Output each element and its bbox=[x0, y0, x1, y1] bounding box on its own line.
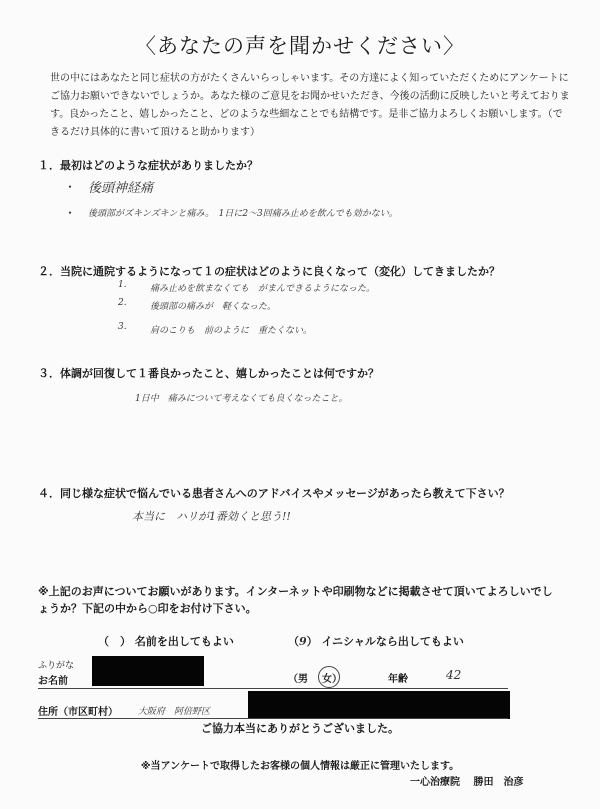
publication-notice: ※上記のお声についてお願いがあります。インターネットや印刷物などに掲載させて頂いてよろしいでしょうか？下記の中から○印をお付け下さい。 bbox=[38, 585, 553, 615]
clinic-name: 一心治療院 bbox=[410, 777, 460, 788]
consent-option-initials[interactable] bbox=[288, 633, 464, 649]
gender-female-label: 女） bbox=[322, 674, 342, 685]
question-1: １．最初はどのような症状がありましたか？ bbox=[38, 159, 258, 172]
redacted-name bbox=[92, 656, 204, 686]
answer-1-b: 後頭部がズキンズキンと痛み。 1日に2〜3回痛み止めを飲んでも効かない。 bbox=[88, 209, 398, 219]
clinic-person: 勝田 治彦 bbox=[473, 777, 524, 788]
age-label: 年齢 bbox=[388, 674, 408, 685]
bullet-mark: ・ bbox=[64, 180, 77, 194]
answer-2-b: 後頭部の痛みが 軽くなった。 bbox=[150, 302, 277, 312]
item-number: 2. bbox=[118, 298, 127, 308]
consent-box-name: （ ） bbox=[98, 635, 131, 648]
item-number: 3. bbox=[118, 322, 127, 332]
answer-1-a: 後頭神経痛 bbox=[88, 181, 154, 196]
clinic-signature bbox=[410, 773, 523, 788]
answer-2-a: 痛み止めを飲まなくても がまんできるようになった。 bbox=[150, 284, 376, 294]
answer-4: 本当に ハリが1番効くと思う!! bbox=[132, 510, 291, 523]
thanks-message: ご協力本当にありがとうございました。 bbox=[201, 722, 399, 735]
consent-box-initials: （9） bbox=[288, 635, 318, 648]
bullet-mark: ・ bbox=[64, 206, 77, 220]
question-4: ４．同じ様な症状で悩んでいる患者さんへのアドバイスやメッセージがあったら教えて下さい？ bbox=[38, 487, 510, 500]
privacy-note: ※当アンケートで取得したお客様の個人情報は厳正に管理いたします。 bbox=[140, 761, 460, 772]
address-underline bbox=[38, 718, 508, 719]
address-label: 住所（市区町村） bbox=[38, 707, 118, 718]
gender-male-label: （男 bbox=[288, 674, 308, 685]
question-2: ２．当院に通院するようになって１の症状はどのように良くなって（変化）してきましたか？ bbox=[38, 265, 500, 278]
redacted-address bbox=[248, 691, 510, 719]
answer-3: 1日中 痛みについて考えなくても良くなったこと。 bbox=[135, 394, 348, 404]
question-3: ３．体調が回復して１番良かったこと、嬉しかったことは何ですか？ bbox=[38, 367, 379, 380]
name-underline bbox=[38, 688, 508, 689]
furigana-label: ふりがな bbox=[38, 661, 75, 671]
name-label: お名前 bbox=[38, 676, 68, 687]
intro-text: 世の中にはあなたと同じ症状の方がたくさんいらっしゃいます。その方達によく知っていただくためにアンケートにご協力お願いできないでしょうか。あなた様のご意見をお聞かせいただき、今後の活動に反映したいと考えております。良かったこと、嬉しかったこと、どのような些細なことでも結構です。是非ご協力よろしくお願いします。（できるだけ具体的に書いて頂けると助かります） bbox=[50, 73, 570, 138]
consent-label-initials: イニシャルなら出してもよい bbox=[321, 635, 464, 648]
age-value: 42 bbox=[446, 668, 462, 682]
page-title: 〈あなたの声を聞かせください〉 bbox=[135, 34, 465, 58]
answer-2-c: 肩のこりも 前のように 重たくない。 bbox=[150, 326, 313, 336]
consent-option-name[interactable] bbox=[98, 633, 234, 649]
item-number: 1. bbox=[118, 280, 127, 290]
address-value: 大阪府 阿倍野区 bbox=[138, 707, 211, 717]
consent-mark: 9 bbox=[299, 635, 307, 648]
consent-label-name: 名前を出してもよい bbox=[134, 635, 234, 648]
